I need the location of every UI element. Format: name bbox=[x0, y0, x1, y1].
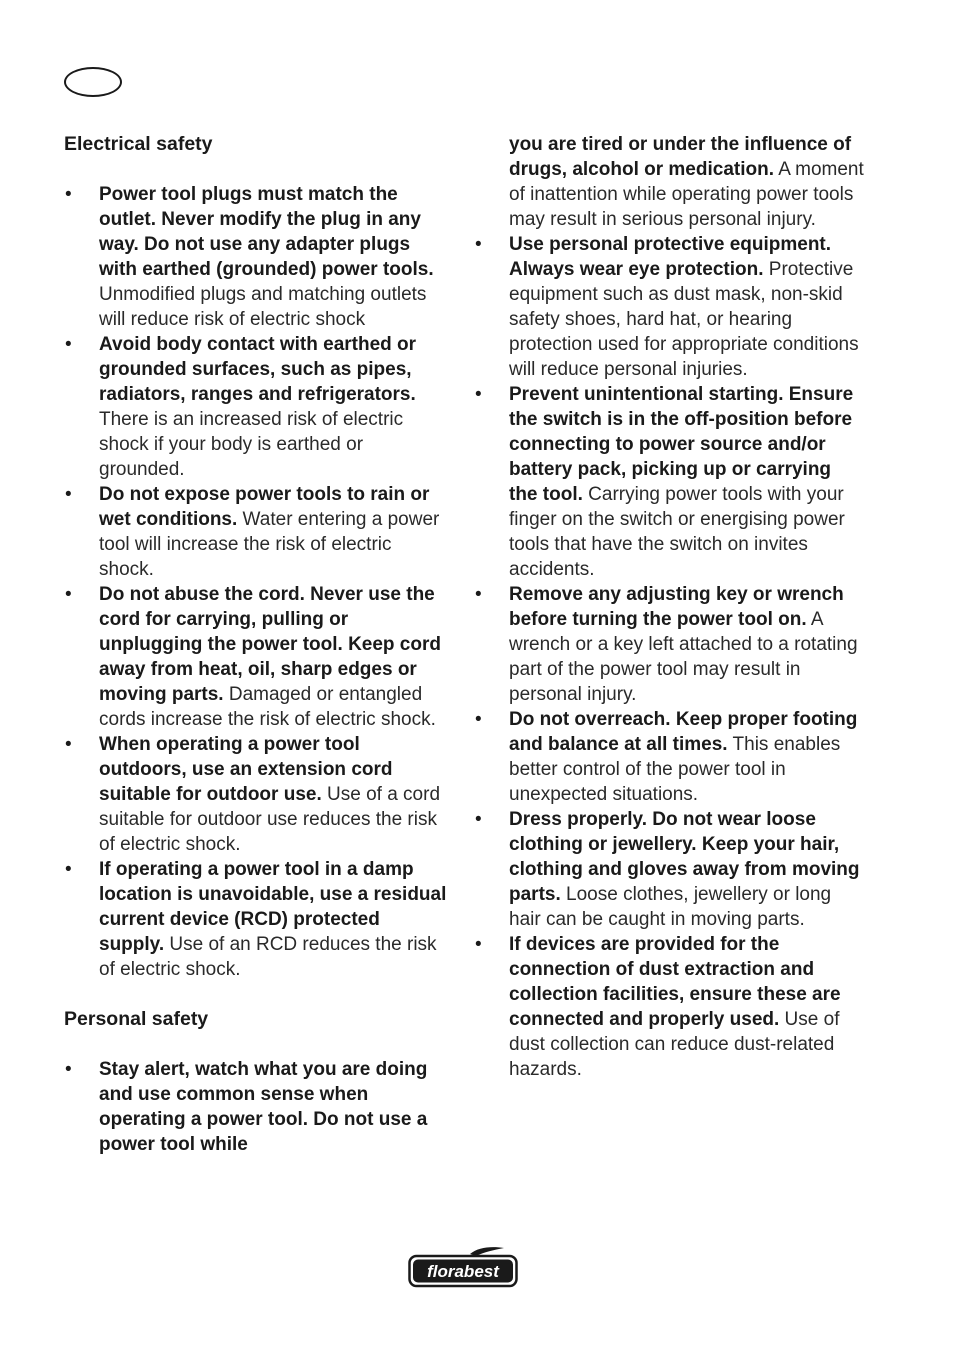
list-item: • Stay alert, watch what you are doing and use common sense when operating a power tool. Do not use a power tool while bbox=[65, 1059, 428, 1155]
list-item: • Remove any adjusting key or wrench before turning the power tool on. A wrench or a key left attached to a rotating part of the power tool may result in personal injury. bbox=[475, 584, 858, 705]
list-item-continued: you are tired or under the influence of drugs, alcohol or medication. A moment of inattention while operating power tools may result in serious personal injury. bbox=[509, 134, 864, 230]
list-item: • Do not overreach. Keep proper footing and balance at all times. This enables better control of the power tool in unexpected situations. bbox=[475, 709, 858, 805]
personal-safety-heading: Personal safety bbox=[64, 1008, 209, 1030]
personal-safety-list bbox=[474, 132, 864, 1082]
language-badge bbox=[64, 67, 122, 97]
list-item: • If devices are provided for the connection of dust extraction and collection facilities, ensure these are connected and properly used. Use of dust collection can reduce dust-related hazards. bbox=[475, 934, 841, 1080]
right-column bbox=[474, 132, 864, 1082]
list-item: • Power tool plugs must match the outlet. Never modify the plug in any way. Do not use any adapter plugs with earthed (grounded) power tools. Unmodified plugs and matching outlets will reduce risk of electric shock bbox=[65, 184, 434, 330]
list-item: • Dress properly. Do not wear loose clothing or jewellery. Keep your hair, clothing and gloves away from moving parts. Loose clothes, jewellery or long hair can be caught in moving parts. bbox=[475, 809, 860, 930]
list-item: • Use personal protective equipment. Always wear eye protection. Protective equipment such as dust mask, non-skid safety shoes, hard hat, or hearing protection used for appropriate conditions will reduce personal injuries. bbox=[475, 234, 859, 380]
florabest-logo-mark bbox=[408, 1246, 518, 1288]
list-item: • Do not abuse the cord. Never use the cord for carrying, pulling or unplugging the power tool. Keep cord away from heat, oil, sharp edges or moving parts. Damaged or entangled cords increase the risk of electric shock. bbox=[65, 584, 441, 730]
electrical-safety-list bbox=[64, 182, 448, 982]
list-item: • Prevent unintentional starting. Ensure the switch is in the off-position before connecting to power source and/or battery pack, picking up or carrying the tool. Carrying power tools with your finger on the switch or energising power tools that have the switch on invites accidents. bbox=[475, 384, 854, 580]
list-item: • Do not expose power tools to rain or wet conditions. Water entering a power tool will increase the risk of electric shock. bbox=[65, 484, 440, 580]
list-item: • When operating a power tool outdoors, use an extension cord suitable for outdoor use. Use of a cord suitable for outdoor use reduces the risk of electric shock. bbox=[65, 734, 441, 855]
personal-safety-list-start bbox=[64, 1057, 448, 1157]
list-item: • Avoid body contact with earthed or grounded surfaces, such as pipes, radiators, ranges and refrigerators. There is an increased risk of electric shock if your body is earthed or grounded. bbox=[65, 334, 417, 480]
florabest-logo bbox=[408, 1246, 518, 1288]
electrical-safety-heading: Electrical safety bbox=[64, 133, 213, 155]
logo-wordmark: florabest bbox=[427, 1262, 499, 1281]
list-item: • If operating a power tool in a damp location is unavoidable, use a residual current device (RCD) protected supply. Use of an RCD reduces the risk of electric shock. bbox=[65, 859, 447, 980]
left-column bbox=[64, 132, 448, 1157]
